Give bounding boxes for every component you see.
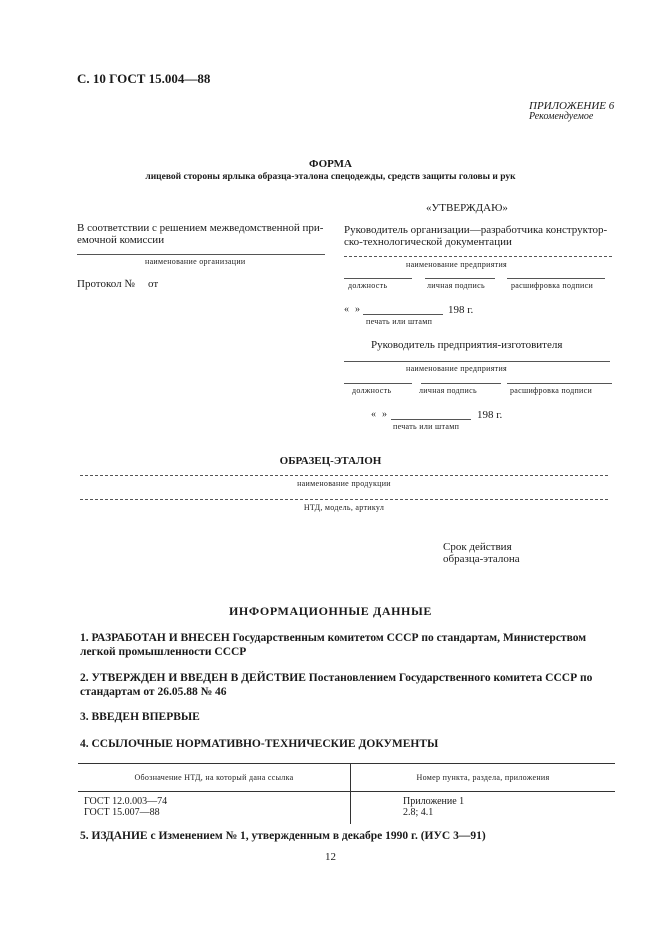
page-header: С. 10 ГОСТ 15.004—88 xyxy=(77,71,211,86)
info-item-1-num: 1. xyxy=(80,632,89,644)
reference-table xyxy=(78,763,615,824)
info-item-5-bold: ИЗДАНИЕ xyxy=(91,830,148,842)
caption-enterprise: наименование предприятия xyxy=(406,260,508,269)
maker-quote-open: « xyxy=(371,409,376,420)
ref-header-clause: Номер пункта, раздела, приложения xyxy=(351,764,616,792)
info-title: ИНФОРМАЦИОННЫЕ ДАННЫЕ xyxy=(229,604,432,618)
info-item-4-bold: ССЫЛОЧНЫЕ НОРМАТИВНО-ТЕХНИЧЕСКИЕ ДОКУМЕНТЫ xyxy=(91,738,439,750)
enterprise-line xyxy=(344,256,612,257)
info-item-1 xyxy=(80,631,620,659)
table-row xyxy=(78,792,615,825)
caption-position: должность xyxy=(348,281,388,290)
caption-org: наименование организации xyxy=(145,257,246,266)
info-item-4-num: 4. xyxy=(80,738,89,750)
decoding-line xyxy=(507,278,605,279)
maker-date-line xyxy=(391,419,471,420)
form-title: ФОРМА xyxy=(309,158,352,170)
page-number: 12 xyxy=(325,851,336,863)
info-item-2-text: Постановлением Государственного комитета СССР по стандартам от 26.05.88 № 46 xyxy=(80,672,593,698)
commission-text-1: В соответствии с решением межведомственной при- xyxy=(77,222,324,234)
org-line xyxy=(77,254,325,255)
info-item-2 xyxy=(80,671,620,699)
info-item-4 xyxy=(80,737,620,751)
ref-clauses xyxy=(351,792,616,825)
protocol-label: Протокол № xyxy=(77,278,135,290)
appendix-title: ПРИЛОЖЕНИЕ 6 xyxy=(529,100,615,112)
caption-decoding: расшифровка подписи xyxy=(511,281,594,290)
ref-cell: ГОСТ 15.007—88 xyxy=(84,807,160,818)
caption-signature: личная подпись xyxy=(427,281,485,290)
caption-maker-enterprise: наименование предприятия xyxy=(406,364,508,373)
info-item-5-num: 5. xyxy=(80,830,89,842)
product-line xyxy=(80,475,608,476)
caption-maker-decoding: расшифровка подписи xyxy=(510,386,593,395)
dev-head-1: Руководитель организации—разработчика конструктор- xyxy=(344,224,608,236)
validity-2: образца-эталона xyxy=(443,553,520,565)
maker-signature-line xyxy=(421,383,501,384)
ref-cell: 2.8; 4.1 xyxy=(403,807,434,818)
caption-maker-position: должность xyxy=(352,386,392,395)
caption-maker-signature: личная подпись xyxy=(419,386,477,395)
maker-quote-close: » xyxy=(382,409,387,420)
caption-ntd: НТД, модель, артикул xyxy=(303,503,385,512)
info-item-2-num: 2. xyxy=(80,672,89,684)
ntd-line xyxy=(80,499,608,500)
info-item-3-num: 3. xyxy=(80,711,89,723)
caption-product: наименование продукции xyxy=(297,479,391,488)
caption-stamp: печать или штамп xyxy=(366,317,433,326)
info-item-2-bold: УТВЕРЖДЕН И ВВЕДЕН В ДЕЙСТВИЕ xyxy=(91,672,306,684)
info-item-1-bold: РАЗРАБОТАН И ВНЕСЕН xyxy=(91,632,230,644)
caption-maker-stamp: печать или штамп xyxy=(393,422,460,431)
info-item-3 xyxy=(80,710,620,724)
dev-head-2: ско-технологической документации xyxy=(344,236,512,248)
maker-position-line xyxy=(344,383,412,384)
info-item-3-bold: ВВЕДЕН ВПЕРВЫЕ xyxy=(91,711,200,723)
ref-cell: Приложение 1 xyxy=(403,796,465,807)
protocol-from: от xyxy=(148,278,159,290)
year-label: 198 г. xyxy=(448,304,474,316)
approve-stamp: «УТВЕРЖДАЮ» xyxy=(426,202,508,214)
signature-line xyxy=(425,278,495,279)
appendix-subtitle: Рекомендуемое xyxy=(529,111,594,122)
info-item-5-text: с Изменением № 1, утвержденным в декабре 1990 г. (ИУС 3—91) xyxy=(147,830,486,842)
info-item-1-text: Государственным комитетом СССР по стандартам, Министерством легкой промышленности СССР xyxy=(80,632,587,658)
info-item-5 xyxy=(80,829,620,843)
maker-decoding-line xyxy=(507,383,612,384)
maker-head: Руководитель предприятия-изготовителя xyxy=(371,339,563,351)
ref-designations xyxy=(78,792,351,825)
form-subtitle: лицевой стороны ярлыка образца-эталона спецодежды, средств защиты головы и рук xyxy=(145,172,516,182)
commission-text-2: емочной комиссии xyxy=(77,234,165,246)
quote-close: » xyxy=(355,304,360,315)
ref-cell: ГОСТ 12.0.003—74 xyxy=(84,796,168,807)
ref-header-designation: Обозначение НТД, на который дана ссылка xyxy=(78,764,351,792)
sample-title: ОБРАЗЕЦ-ЭТАЛОН xyxy=(279,455,382,467)
quote-open: « xyxy=(344,304,349,315)
date-line xyxy=(363,314,443,315)
maker-year-label: 198 г. xyxy=(477,409,503,421)
validity-1: Срок действия xyxy=(443,541,512,553)
maker-enterprise-line xyxy=(344,361,610,362)
position-line xyxy=(344,278,412,279)
